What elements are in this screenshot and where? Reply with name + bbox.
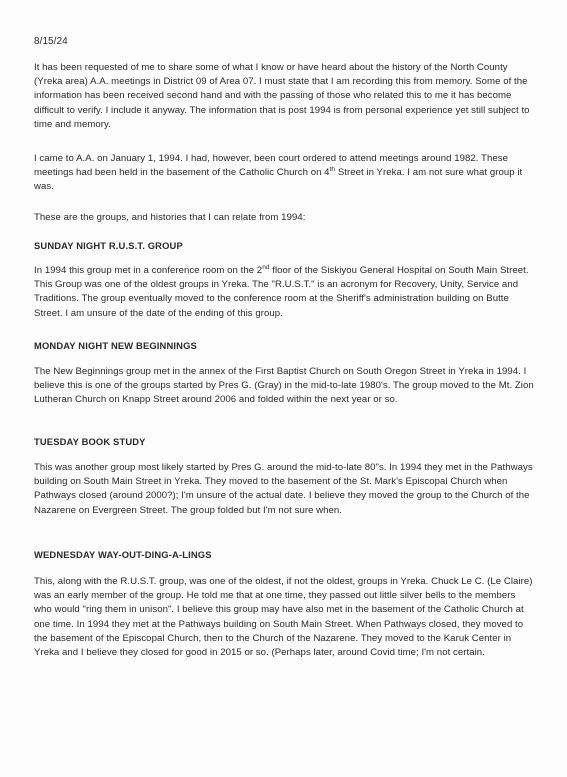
- section-body-monday: The New Beginnings group met in the annex of the First Baptist Church on South Oregon Street in Yreka in 1994. I believe this is one of the groups started by Pres G. (Gray) in the mid-to-late 1980's. The group moved to the Mt. Zion Lutheran Church on Knapp Street around 2006 and folded within the next year or so.: [34, 366, 534, 406]
- came-to-aa-text-2: Street in Yreka. I am not sure what group it was.: [34, 167, 523, 193]
- groups-intro: These are the groups, and histories that I can relate from 1994:: [34, 212, 306, 223]
- document-date: 8/15/24: [34, 36, 68, 47]
- section-heading-sunday: SUNDAY NIGHT R.U.S.T. GROUP: [34, 240, 183, 251]
- section-body-sunday: [34, 264, 534, 321]
- section-heading-monday: MONDAY NIGHT NEW BEGINNINGS: [34, 340, 197, 351]
- came-to-aa-text-1: I came to A.A. on January 1, 1994. I had, however, been court ordered to attend meetings around 1982. These meetings had been held in the basement of the Catholic Church on 4: [34, 153, 508, 179]
- sunday-text-1: In 1994 this group met in a conference room on the 2: [34, 265, 263, 276]
- section-body-wednesday: This, along with the R.U.S.T. group, was one of the oldest, if not the oldest, groups in Yreka. Chuck Le C. (Le Claire) was an early member of the group. He told me that at one time, they passed out little silver bells to the members who would "ring them in unison". I believe this group may have also met in the basement of the Catholic Church at one time. In 1994 they met at the Pathways building on South Main Street. When Pathways closed, they moved to the basement of the Episcopal Church, then to the Church of the Nazarene. They moved to the Karuk Center in Yreka and I believe they closed for good in 2015 or so. (Perhaps later, around Covid time; I'm not certain.: [34, 576, 533, 659]
- intro-paragraph: It has been requested of me to share some of what I know or have heard about the history of the North County (Yreka area) A.A. meetings in District 09 of Area 07. I must state that I am recording this from memory. Some of the information has been received second hand and with the passing of those who related this to me it has become difficult to verify. I include it anyway. The information that is post 1994 is from personal experience yet still subject to time and memory.: [34, 62, 530, 130]
- ordinal-suffix: th: [329, 166, 336, 174]
- ordinal-suffix: nd: [262, 263, 270, 271]
- came-to-aa-paragraph: [34, 152, 534, 195]
- section-body-tuesday: This was another group most likely started by Pres G. around the mid-to-late 80"s. In 1994 they met in the Pathways building on South Main Street in Yreka. They moved to the basement of the St. Mark's Episcopal Church when Pathways closed (around 2000?); I'm unsure of the actual date. I believe they moved the group to the Church of the Nazarene on Evergreen Street. The group folded but I'm not sure when.: [34, 462, 533, 516]
- sunday-text-2: floor of the Siskiyou General Hospital on South Main Street. This Group was one of the oldest groups in Yreka. The "R.U.S.T." is an acronym for Recovery, Unity, Service and Traditions. The group eventually moved to the conference room at the Sheriff's administration building on Butte Street. I am unsure of the date of the ending of this group.: [34, 265, 529, 319]
- section-heading-tuesday: TUESDAY BOOK STUDY: [34, 436, 146, 447]
- section-heading-wednesday: WEDNESDAY WAY-OUT-DING-A-LINGS: [34, 549, 212, 560]
